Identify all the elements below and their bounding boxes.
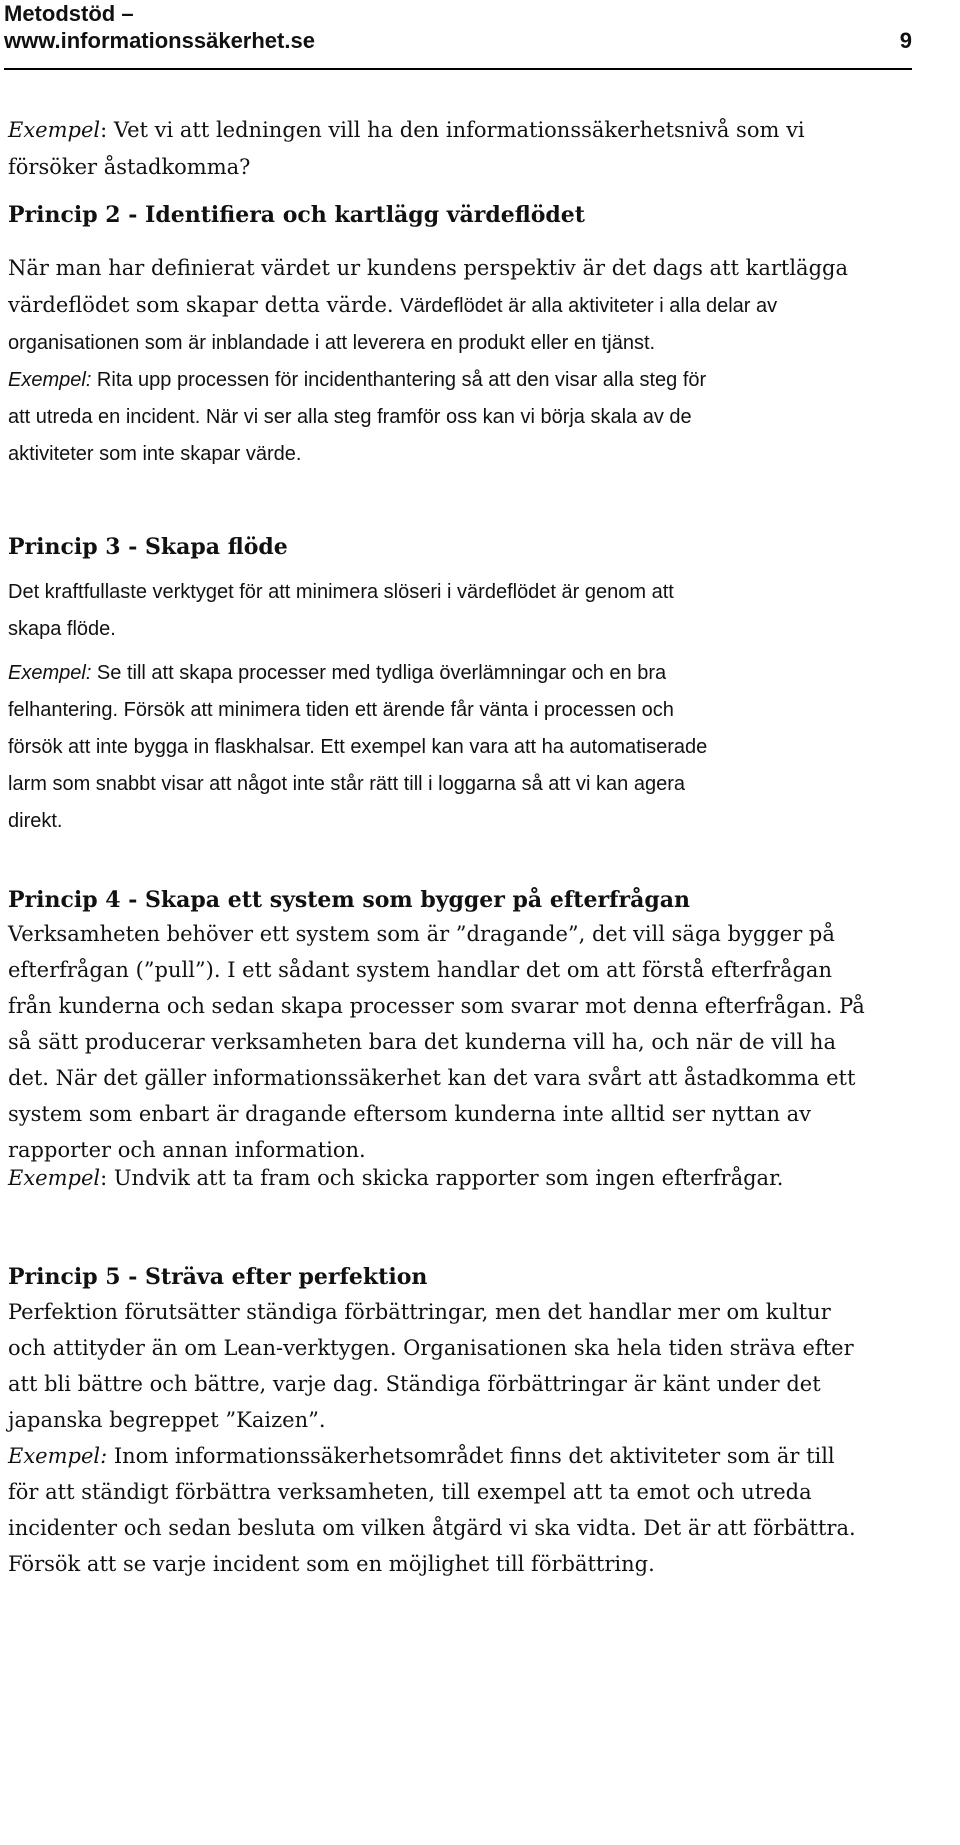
text-line: direkt. [8,810,63,832]
principle-4-paragraph [8,916,918,1168]
text-line: : Undvik att ta fram och skicka rapporter som ingen efterfrågar. [100,1166,784,1190]
text-line: När man har definierat värdet ur kundens perspektiv är det dags att kartlägga [8,256,848,280]
text-line: Försök att se varje incident som en möjlighet till förbättring. [8,1552,655,1576]
example-label: Exempel: [8,369,92,391]
text-line: larm som snabbt visar att något inte står rätt till i loggarna så att vi kan agera [8,773,685,795]
page-number: 9 [899,28,912,53]
text-line: Det kraftfullaste verktyget för att minimera slöseri i värdeflödet är genom att [8,581,674,603]
text-line: Inom informationssäkerhetsområdet finns det aktiviteter som är till [107,1444,835,1468]
text-line: rapporter och annan information. [8,1138,366,1162]
principle-3-heading: Princip 3 - Skapa flöde [8,534,288,560]
principle-2-paragraph [8,250,918,362]
text-line: försöker åstadkomma? [8,155,251,179]
principle-4-heading: Princip 4 - Skapa ett system som bygger på efterfrågan [8,887,690,913]
example-label: Exempel [8,118,101,142]
example-paragraph-1 [8,112,918,186]
text-line: felhantering. Försök att minimera tiden ett ärende får vänta i processen och [8,699,674,721]
text-line: att utreda en incident. När vi ser alla steg framför oss kan vi börja skala av de [8,406,692,428]
text-line: skapa flöde. [8,618,116,640]
example-label: Exempel [8,1166,101,1190]
example-paragraph-3 [8,655,918,840]
page-header [4,0,912,70]
text-line: japanska begreppet ”Kaizen”. [8,1408,326,1432]
text-line: Värdeflödet är alla aktiviteter i alla delar av [400,295,778,317]
example-paragraph-4 [8,1160,918,1197]
principle-5-paragraph [8,1294,918,1438]
text-line: från kunderna och sedan skapa processer som svarar mot denna efterfrågan. På [8,994,865,1018]
text-line: Se till att skapa processer med tydliga överlämningar och en bra [91,662,667,684]
text-line: efterfrågan (”pull”). I ett sådant system handlar det om att förstå efterfrågan [8,958,832,982]
text-line: aktiviteter som inte skapar värde. [8,443,302,465]
text-line: att bli bättre och bättre, varje dag. Ständiga förbättringar är känt under det [8,1372,821,1396]
header-source [4,0,315,54]
text-line: Verksamheten behöver ett system som är ”dragande”, det vill säga bygger på [8,922,835,946]
header-title: Metodstöd – [4,1,134,26]
text-line: och attityder än om Lean-verktygen. Organisationen ska hela tiden sträva efter [8,1336,854,1360]
text-line: det. När det gäller informationssäkerhet kan det vara svårt att åstadkomma ett [8,1066,856,1090]
text-line: organisationen som är inblandade i att leverera en produkt eller en tjänst. [8,332,656,354]
text-line: så sätt producerar verksamheten bara det kunderna vill ha, och när de vill ha [8,1030,836,1054]
text-line: försök att inte bygga in flaskhalsar. Ett exempel kan vara att ha automatiserade [8,736,708,758]
example-label: Exempel: [8,1444,108,1468]
principle-2-heading: Princip 2 - Identifiera och kartlägg värdeflödet [8,202,585,228]
text-line: incidenter och sedan besluta om vilken åtgärd vi ska vidta. Det är att förbättra. [8,1516,856,1540]
principle-3-paragraph [8,574,918,648]
text-line: : Vet vi att ledningen vill ha den informationssäkerhetsnivå som vi [100,118,805,142]
text-line: värdeflödet som skapar detta värde. [8,293,394,317]
header-url: www.informationssäkerhet.se [4,28,315,53]
text-line: Perfektion förutsätter ständiga förbättringar, men det handlar mer om kultur [8,1300,831,1324]
text-line: system som enbart är dragande eftersom kunderna inte alltid ser nyttan av [8,1102,812,1126]
text-line: för att ständigt förbättra verksamheten, till exempel att ta emot och utreda [8,1480,812,1504]
text-line: Rita upp processen för incidenthantering så att den visar alla steg för [91,369,707,391]
example-paragraph-5 [8,1438,918,1582]
example-paragraph-2 [8,362,918,473]
principle-5-heading: Princip 5 - Sträva efter perfektion [8,1264,428,1290]
example-label: Exempel: [8,662,92,684]
